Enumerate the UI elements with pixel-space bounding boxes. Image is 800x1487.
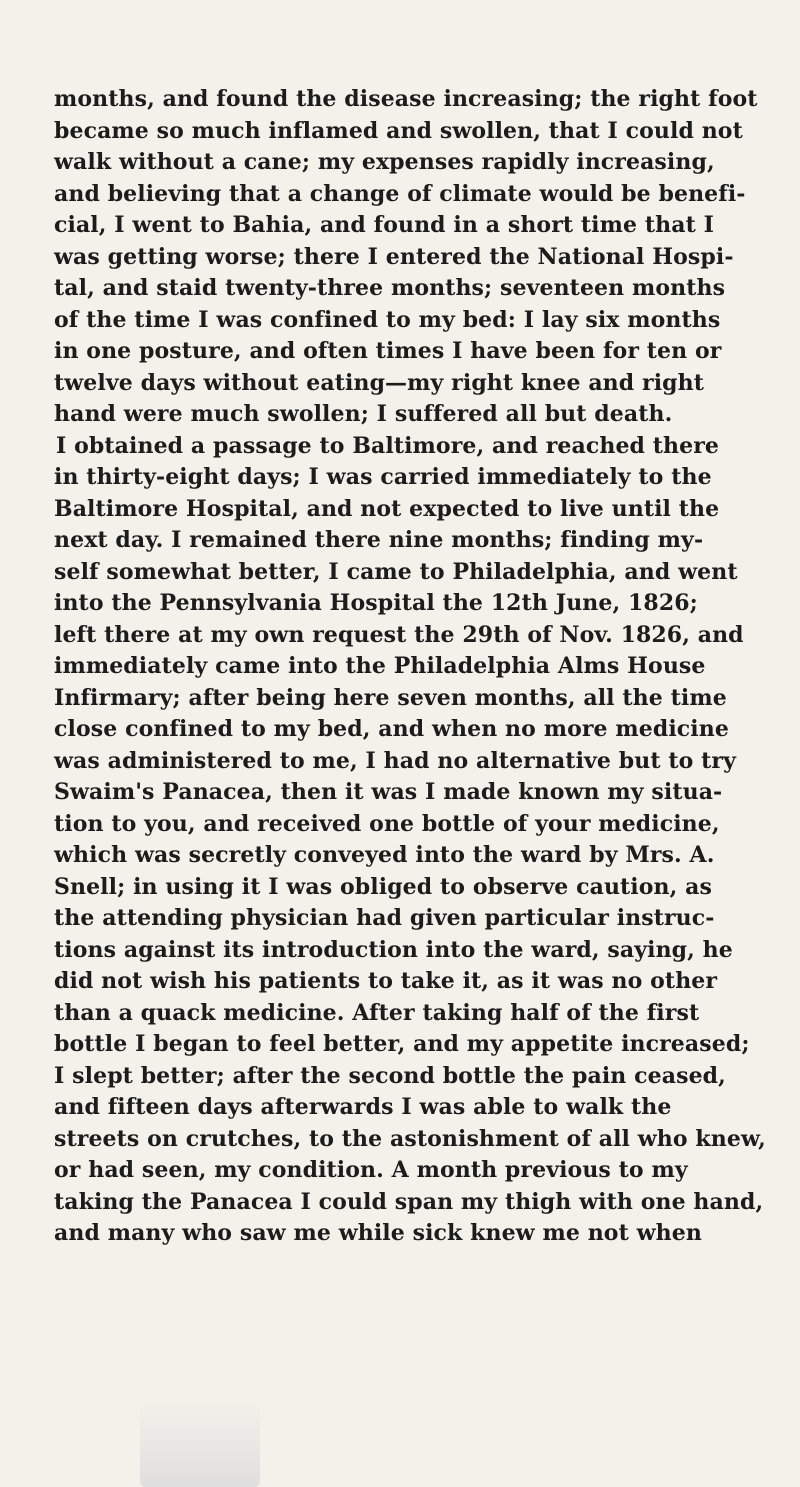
- text-line: tions against its introduction into the ward, saying, he: [54, 936, 733, 963]
- text-line: immediately came into the Philadelphia Alms House: [54, 653, 706, 679]
- text-line: Swaim's Panacea, then it was I made known my situa-: [54, 779, 723, 805]
- text-line: cial, I went to Bahia, and found in a short time that I: [54, 212, 714, 238]
- text-line: next day. I remained there nine months; finding my-: [54, 527, 704, 553]
- text-line: months, and found the disease increasing; the right foot: [54, 86, 758, 112]
- text-line: streets on crutches, to the astonishment of all who knew,: [54, 1125, 766, 1152]
- scan-smudge: [140, 1400, 260, 1487]
- text-line: tal, and staid twenty-three months; seventeen months: [54, 275, 726, 301]
- body-text: [54, 84, 790, 1250]
- text-line: in thirty-eight days; I was carried immediately to the: [54, 464, 712, 490]
- text-line: tion to you, and received one bottle of your medicine,: [54, 810, 720, 837]
- text-line: in one posture, and often times I have been for ten or: [54, 338, 722, 364]
- text-line: taking the Panacea I could span my thigh with one hand,: [54, 1188, 764, 1215]
- text-line: walk without a cane; my expenses rapidly increasing,: [54, 149, 715, 175]
- text-line: close confined to my bed, and when no more medicine: [54, 716, 729, 742]
- text-line: was administered to me, I had no alternative but to try: [54, 747, 736, 774]
- text-line: Infirmary; after being here seven months, all the time: [54, 684, 727, 711]
- text-line: did not wish his patients to take it, as it was no other: [54, 968, 718, 994]
- text-line: twelve days without eating—my right knee and right: [54, 369, 704, 396]
- text-line: Baltimore Hospital, and not expected to live until the: [54, 495, 720, 522]
- text-line: bottle I began to feel better, and my appetite increased;: [54, 1031, 750, 1057]
- text-line: became so much inflamed and swollen, that I could not: [54, 117, 743, 144]
- text-line: left there at my own request the 29th of Nov. 1826, and: [54, 621, 744, 648]
- text-line: was getting worse; there I entered the National Hospi-: [54, 243, 734, 270]
- text-line: Snell; in using it I was obliged to observe caution, as: [54, 873, 712, 900]
- text-line: hand were much swollen; I suffered all but death.: [54, 401, 673, 427]
- text-line: which was secretly conveyed into the ward by Mrs. A.: [54, 842, 715, 868]
- text-line: the attending physician had given particular instruc-: [54, 905, 715, 931]
- text-line: and fifteen days afterwards I was able to walk the: [54, 1094, 672, 1120]
- text-line: self somewhat better, I came to Philadelphia, and went: [54, 558, 738, 585]
- text-line: of the time I was confined to my bed: I lay six months: [54, 306, 721, 333]
- paragraph-start-line: I obtained a passage to Baltimore, and reached there: [56, 432, 720, 459]
- text-line: or had seen, my condition. A month previous to my: [54, 1157, 688, 1183]
- text-line: into the Pennsylvania Hospital the 12th June, 1826;: [54, 590, 698, 616]
- text-line: I slept better; after the second bottle the pain ceased,: [54, 1062, 726, 1089]
- text-line: than a quack medicine. After taking half of the first: [54, 999, 700, 1026]
- text-line: and believing that a change of climate would be benefi-: [54, 180, 746, 207]
- text-line: and many who saw me while sick knew me not when: [54, 1220, 702, 1246]
